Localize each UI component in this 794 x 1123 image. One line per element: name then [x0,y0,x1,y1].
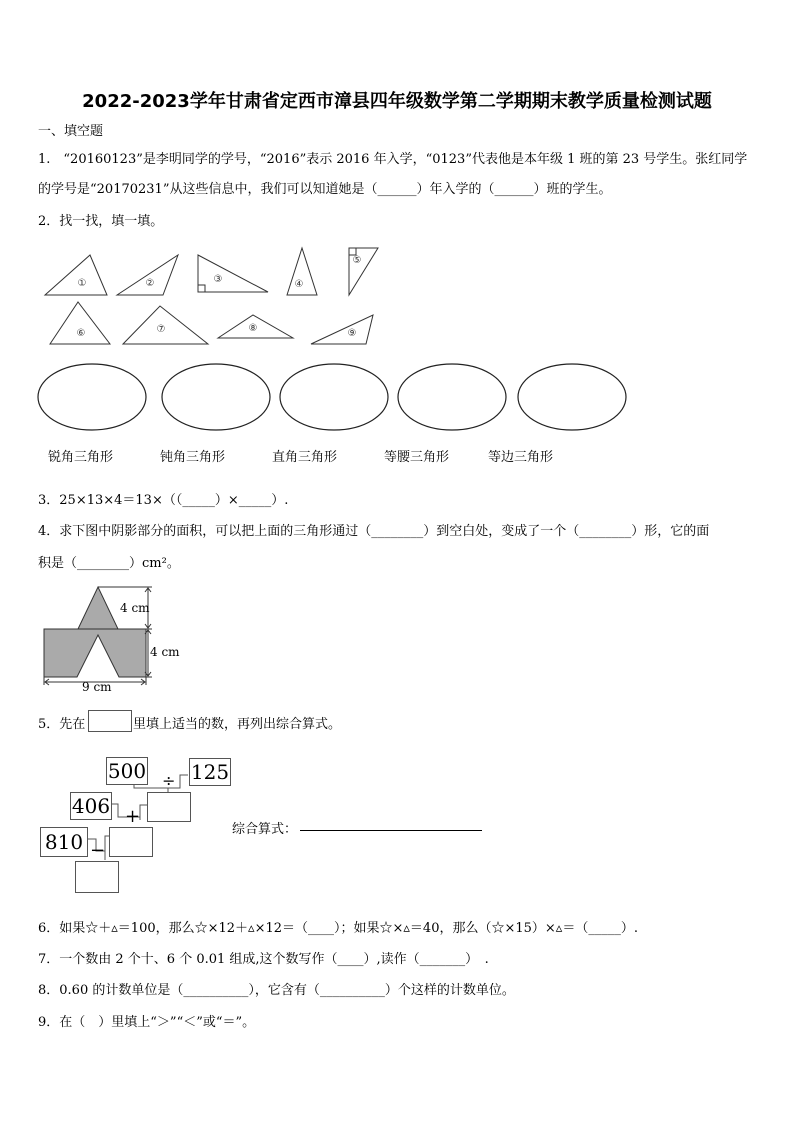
ellipse-equilateral[interactable] [518,364,626,430]
triangle-7-label: ⑦ [156,324,166,335]
triangle-6-label: ⑥ [76,328,86,339]
triangle-3-label: ③ [213,274,223,285]
blank-box-difference[interactable] [75,861,119,893]
section-heading-fill-in: 一、填空题 [38,124,104,139]
q8-text: 8．0.60 的计数单位是（__________），它含有（__________）个这样的计数单位。 [38,983,515,998]
dim-right-height: 4 cm [150,645,180,659]
page-title: 2022-2023学年甘肃省定西市漳县四年级数学第二学期期末教学质量检测试题 [82,91,712,112]
number-406: 406 [71,794,111,818]
q7-text: 7．一个数由 2 个十、6 个 0.01 组成,这个数写作（____）,读作（_______） . [38,952,489,967]
triangle-9-label: ⑨ [347,328,357,339]
triangle-2-label: ② [145,278,155,289]
q3-text: 3．25×13×4＝13×（（_____）×_____）. [38,493,289,508]
q5-text-b: 里填上适当的数，再列出综合算式。 [133,717,342,732]
q2-text: 2．找一找，填一填。 [38,214,164,229]
ellipse-acute[interactable] [38,364,146,430]
formula-label: 综合算式： [232,822,298,837]
triangle-1-label: ① [77,278,87,289]
triangle-2 [117,255,178,295]
category-acute: 锐角三角形 [48,450,114,465]
shaded-area-figure [36,580,196,692]
q5-text-a: 5．先在 [38,717,86,732]
number-500: 500 [107,759,147,783]
triangle-1 [45,255,107,295]
dim-bottom-width: 9 cm [82,680,112,694]
triangle-5-label: ⑤ [352,255,362,266]
triangle-9 [311,315,373,344]
q9-text: 9．在（ ）里填上“＞”“＜”或“＝”。 [38,1015,256,1030]
q6-text: 6．如果☆＋▵＝100，那么☆×12＋▵×12＝（____）；如果☆×▵＝40，那么（☆×15）×▵＝（_____）. [38,921,638,936]
category-equilateral: 等边三角形 [488,450,554,465]
minus-sign: − [90,840,106,861]
category-isosceles: 等腰三角形 [384,450,450,465]
divide-sign: ÷ [162,771,176,790]
triangle-figure [0,240,794,470]
sample-blank-box [88,710,132,732]
plus-sign: + [125,806,141,827]
triangle-8-label: ⑧ [248,323,258,334]
blank-box-sum[interactable] [109,827,153,857]
triangle-3 [198,255,268,292]
triangle-4-label: ④ [294,279,304,290]
ellipse-obtuse[interactable] [162,364,270,430]
q1-line2: 的学号是“20170231”从这些信息中，我们可以知道她是（______）年入学的（______）班的学生。 [38,182,612,197]
ellipse-right[interactable] [280,364,388,430]
category-right: 直角三角形 [272,450,338,465]
q4-line1: 4．求下图中阴影部分的面积，可以把上面的三角形通过（________）到空白处，变成了一个（________）形，它的面 [38,524,710,539]
blank-box-quotient[interactable] [147,792,191,822]
triangle-7 [123,306,208,344]
q1-line1: 1. “20160123”是李明同学的学号，“2016”表示 2016 年入学，“0123”代表他是本年级 1 班的第 23 号学生。张红同学 [38,152,748,167]
category-obtuse: 钝角三角形 [160,450,226,465]
dim-top-height: 4 cm [120,601,150,615]
formula-answer-line[interactable] [300,830,482,831]
ellipse-isosceles[interactable] [398,364,506,430]
q4-line2: 积是（________）cm²。 [38,556,180,571]
number-810: 810 [40,827,88,857]
number-125: 125 [190,760,230,784]
